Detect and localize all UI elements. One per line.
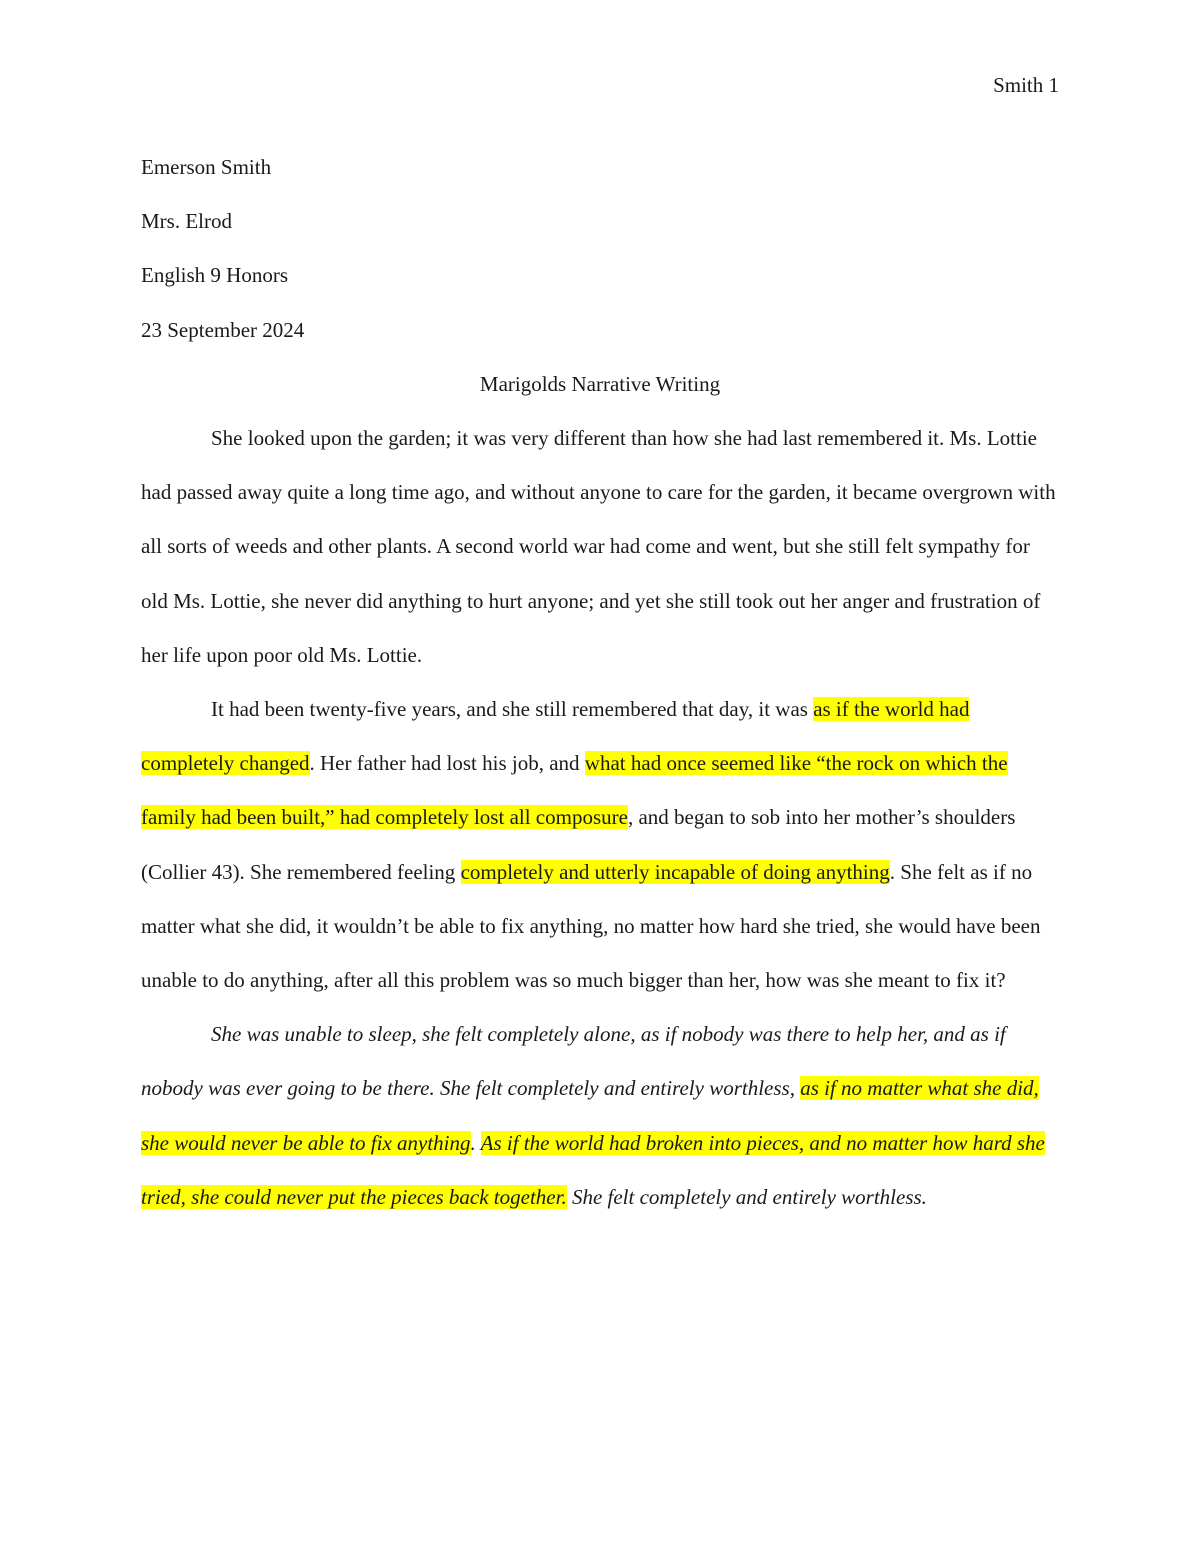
student-name: Emerson Smith xyxy=(141,155,272,179)
paragraph-3-text: She felt completely and entirely worthless. xyxy=(566,1184,927,1209)
document-date: 23 September 2024 xyxy=(141,317,305,342)
paragraph-3 xyxy=(141,1007,1059,1224)
paragraph-2-text: . She felt as if no matter what she did, it wouldn’t be able to fix anything, no matter how hard she tried, she would have been unable to do anything, after all this problem was so much bigger than her, how was she meant to fix it? xyxy=(141,859,1041,993)
paragraph-2 xyxy=(141,682,1059,1007)
course-name: English 9 Honors xyxy=(141,263,288,288)
highlighted-phrase: completely and utterly incapable of doing anything xyxy=(460,859,890,884)
highlighted-phrase: what had once seemed like “the rock on which the family had been built,” had completely lost all composure xyxy=(141,751,1008,830)
highlighted-phrase: as if no matter what she did, she would never be able to fix anything xyxy=(141,1076,1039,1155)
paragraph-1: She looked upon the garden; it was very different than how she had last remembered it. Ms. Lottie had passed away quite a long time ago, and without anyone to care for the garden, it became overgrown with all sorts of weeds and other plants. A second world war had come and went, but she still felt sympathy for old Ms. Lottie, she never did anything to hurt anyone; and yet she still took out her anger and frustration of her life upon poor old Ms. Lottie. xyxy=(141,426,1056,667)
paragraph-3-text: . xyxy=(470,1130,481,1155)
document-title: Marigolds Narrative Writing xyxy=(479,371,721,396)
paragraph-2-text: . Her father had lost his job, and xyxy=(309,751,585,776)
paragraph-2-text: It had been twenty-five years, and she still remembered that day, it was xyxy=(211,697,814,722)
highlighted-phrase: As if the world had broken into pieces, and no matter how hard she tried, she could never put the pieces back together. xyxy=(141,1130,1045,1209)
running-head: Smith 1 xyxy=(993,73,1059,97)
paragraph-3-text: She was unable to sleep, she felt completely alone, as if nobody was there to help her, and as if nobody was ever going to be there. She felt completely and entirely worthless, xyxy=(141,1022,1006,1101)
paragraph-2-text: , and began to sob into her mother’s shoulders (Collier 43). She remembered feeling xyxy=(141,805,1016,884)
document-body xyxy=(141,140,1059,1224)
teacher-name: Mrs. Elrod xyxy=(141,209,232,234)
highlighted-phrase: as if the world had completely changed xyxy=(141,697,970,776)
